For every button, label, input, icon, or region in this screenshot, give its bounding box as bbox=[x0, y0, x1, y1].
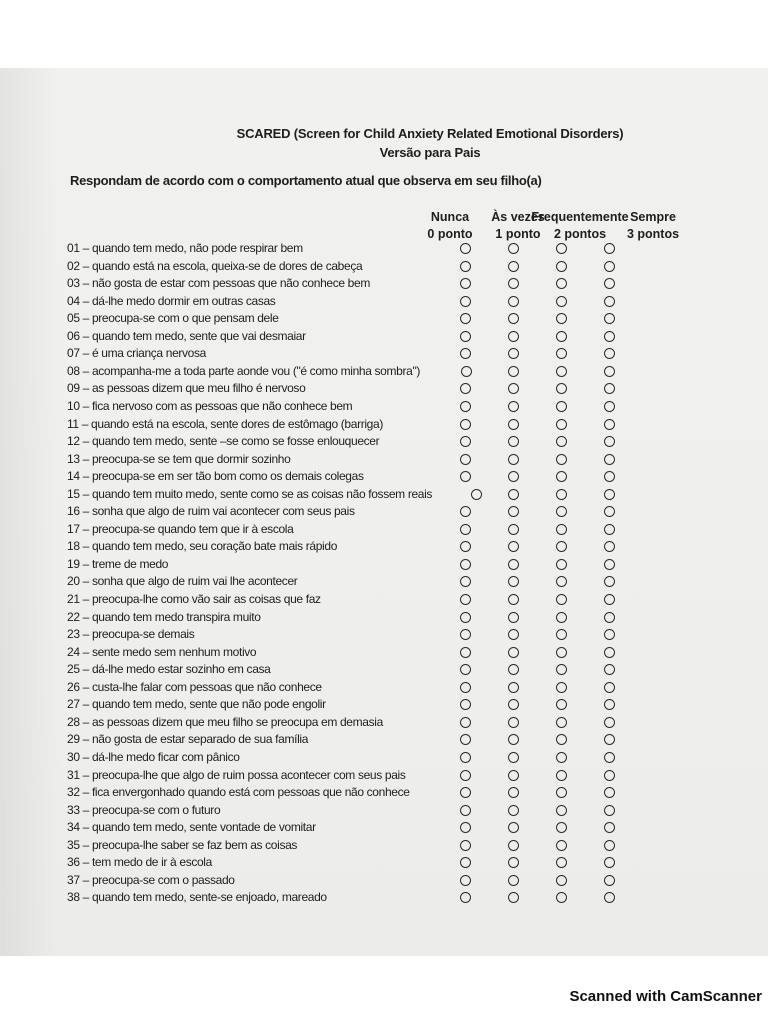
answer-option-1[interactable] bbox=[508, 805, 519, 816]
question-text: 11 – quando está na escola, sente dores de estômago (barriga) bbox=[67, 416, 383, 431]
answer-option-2[interactable] bbox=[556, 805, 567, 816]
answer-option-1[interactable] bbox=[508, 313, 519, 324]
question-row bbox=[0, 346, 768, 363]
column-label: Às vezes bbox=[491, 210, 545, 224]
answer-option-3[interactable] bbox=[604, 647, 615, 658]
question-text: 28 – as pessoas dizem que meu filho se preocupa em demasia bbox=[67, 714, 383, 729]
answer-option-1[interactable] bbox=[508, 524, 519, 535]
question-row bbox=[0, 381, 768, 398]
answer-option-2[interactable] bbox=[556, 594, 567, 605]
answer-option-0[interactable] bbox=[460, 629, 471, 640]
answer-option-1[interactable] bbox=[508, 419, 519, 430]
answer-option-2[interactable] bbox=[556, 278, 567, 289]
question-row bbox=[0, 276, 768, 293]
answer-option-2[interactable] bbox=[556, 489, 567, 500]
answer-option-2[interactable] bbox=[556, 471, 567, 482]
answer-option-3[interactable] bbox=[604, 401, 615, 412]
answer-option-0[interactable] bbox=[460, 506, 471, 517]
question-row bbox=[0, 838, 768, 855]
answer-option-0[interactable] bbox=[460, 752, 471, 763]
answer-option-0[interactable] bbox=[460, 647, 471, 658]
question-text: 29 – não gosta de estar separado de sua família bbox=[67, 732, 309, 747]
answer-option-0[interactable] bbox=[460, 857, 471, 868]
answer-option-2[interactable] bbox=[556, 296, 567, 307]
answer-option-1[interactable] bbox=[508, 752, 519, 763]
question-text: 14 – preocupa-se em ser tão bom como os demais colegas bbox=[67, 469, 364, 484]
question-text: 26 – custa-lhe falar com pessoas que não conhece bbox=[67, 679, 322, 694]
answer-option-3[interactable] bbox=[604, 752, 615, 763]
question-list bbox=[0, 68, 768, 956]
answer-option-1[interactable] bbox=[508, 717, 519, 728]
question-row bbox=[0, 627, 768, 644]
question-row bbox=[0, 311, 768, 328]
answer-option-0[interactable] bbox=[461, 366, 472, 377]
answer-option-0[interactable] bbox=[471, 489, 482, 500]
answer-option-1[interactable] bbox=[508, 243, 519, 254]
question-row bbox=[0, 329, 768, 346]
answer-option-0[interactable] bbox=[460, 559, 471, 570]
question-text: 24 – sente medo sem nenhum motivo bbox=[67, 644, 257, 659]
answer-option-0[interactable] bbox=[460, 261, 471, 272]
answer-option-2[interactable] bbox=[556, 243, 567, 254]
question-row bbox=[0, 732, 768, 749]
answer-option-0[interactable] bbox=[460, 471, 471, 482]
column-points: 1 ponto bbox=[495, 227, 541, 241]
question-row bbox=[0, 522, 768, 539]
answer-option-2[interactable] bbox=[556, 348, 567, 359]
form-instructions: Respondam de acordo com o comportamento atual que observa em seu filho(a) bbox=[70, 173, 542, 188]
answer-option-1[interactable] bbox=[508, 489, 519, 500]
answer-option-1[interactable] bbox=[508, 664, 519, 675]
answer-option-0[interactable] bbox=[460, 348, 471, 359]
answer-option-3[interactable] bbox=[604, 822, 615, 833]
question-text: 10 – fica nervoso com as pessoas que não conhece bem bbox=[67, 398, 353, 413]
answer-option-3[interactable] bbox=[604, 612, 615, 623]
answer-option-3[interactable] bbox=[604, 489, 615, 500]
answer-option-0[interactable] bbox=[460, 787, 471, 798]
question-text: 03 – não gosta de estar com pessoas que não conhece bem bbox=[67, 276, 370, 291]
answer-option-0[interactable] bbox=[460, 594, 471, 605]
question-row bbox=[0, 750, 768, 767]
answer-option-2[interactable] bbox=[556, 383, 567, 394]
answer-option-3[interactable] bbox=[604, 857, 615, 868]
answer-option-3[interactable] bbox=[604, 261, 615, 272]
answer-option-1[interactable] bbox=[508, 822, 519, 833]
column-label: Frequentemente bbox=[531, 210, 629, 224]
answer-option-1[interactable] bbox=[508, 699, 519, 710]
answer-option-2[interactable] bbox=[556, 717, 567, 728]
answer-option-2[interactable] bbox=[556, 734, 567, 745]
answer-option-3[interactable] bbox=[604, 576, 615, 587]
answer-option-1[interactable] bbox=[508, 892, 519, 903]
question-text: 18 – quando tem medo, seu coração bate mais rápido bbox=[67, 539, 338, 554]
answer-option-2[interactable] bbox=[556, 612, 567, 623]
answer-option-0[interactable] bbox=[460, 822, 471, 833]
answer-option-2[interactable] bbox=[556, 787, 567, 798]
question-row bbox=[0, 592, 768, 609]
question-row bbox=[0, 680, 768, 697]
answer-option-3[interactable] bbox=[604, 892, 615, 903]
question-text: 30 – dá-lhe medo ficar com pânico bbox=[67, 749, 240, 764]
question-text: 15 – quando tem muito medo, sente como se as coisas não fossem reais bbox=[67, 486, 433, 501]
answer-option-3[interactable] bbox=[604, 629, 615, 640]
answer-option-2[interactable] bbox=[556, 436, 567, 447]
answer-option-3[interactable] bbox=[604, 506, 615, 517]
answer-option-0[interactable] bbox=[460, 401, 471, 412]
answer-option-1[interactable] bbox=[508, 875, 519, 886]
answer-option-1[interactable] bbox=[508, 261, 519, 272]
column-points: 3 pontos bbox=[626, 227, 680, 241]
answer-option-3[interactable] bbox=[604, 419, 615, 430]
answer-option-0[interactable] bbox=[460, 331, 471, 342]
answer-option-2[interactable] bbox=[556, 682, 567, 693]
question-text: 16 – sonha que algo de ruim vai acontecer com seus pais bbox=[67, 504, 355, 519]
question-text: 31 – preocupa-lhe que algo de ruim possa acontecer com seus pais bbox=[67, 767, 406, 782]
question-text: 36 – tem medo de ir à escola bbox=[67, 855, 212, 870]
answer-option-2[interactable] bbox=[556, 840, 567, 851]
question-text: 02 – quando está na escola, queixa-se de dores de cabeça bbox=[67, 258, 363, 273]
answer-option-0[interactable] bbox=[460, 612, 471, 623]
answer-option-0[interactable] bbox=[460, 313, 471, 324]
question-text: 06 – quando tem medo, sente que vai desmaiar bbox=[67, 328, 306, 343]
answer-option-3[interactable] bbox=[604, 524, 615, 535]
answer-option-3[interactable] bbox=[604, 770, 615, 781]
question-row bbox=[0, 469, 768, 486]
question-text: 23 – preocupa-se demais bbox=[67, 627, 195, 642]
question-row bbox=[0, 557, 768, 574]
answer-option-2[interactable] bbox=[556, 857, 567, 868]
question-row bbox=[0, 610, 768, 627]
question-text: 34 – quando tem medo, sente vontade de vomitar bbox=[67, 820, 316, 835]
question-text: 08 – acompanha-me a toda parte aonde vou ("é como minha sombra") bbox=[67, 363, 420, 378]
answer-option-2[interactable] bbox=[556, 822, 567, 833]
question-row bbox=[0, 399, 768, 416]
answer-option-3[interactable] bbox=[604, 875, 615, 886]
column-points: 2 pontos bbox=[553, 227, 607, 241]
answer-option-0[interactable] bbox=[460, 576, 471, 587]
answer-option-1[interactable] bbox=[508, 278, 519, 289]
question-text: 22 – quando tem medo transpira muito bbox=[67, 609, 261, 624]
question-text: 09 – as pessoas dizem que meu filho é nervoso bbox=[67, 381, 306, 396]
question-row bbox=[0, 434, 768, 451]
answer-option-1[interactable] bbox=[508, 366, 519, 377]
answer-option-1[interactable] bbox=[508, 401, 519, 412]
question-row bbox=[0, 697, 768, 714]
answer-option-0[interactable] bbox=[460, 454, 471, 465]
answer-option-0[interactable] bbox=[460, 419, 471, 430]
answer-option-0[interactable] bbox=[460, 734, 471, 745]
answer-option-0[interactable] bbox=[460, 682, 471, 693]
answer-option-3[interactable] bbox=[604, 313, 615, 324]
answer-option-3[interactable] bbox=[604, 734, 615, 745]
answer-option-1[interactable] bbox=[508, 770, 519, 781]
answer-option-1[interactable] bbox=[508, 629, 519, 640]
question-row bbox=[0, 487, 768, 504]
question-row bbox=[0, 785, 768, 802]
answer-option-0[interactable] bbox=[460, 383, 471, 394]
answer-option-2[interactable] bbox=[556, 541, 567, 552]
answer-option-1[interactable] bbox=[508, 787, 519, 798]
answer-option-2[interactable] bbox=[556, 559, 567, 570]
answer-option-3[interactable] bbox=[604, 717, 615, 728]
question-row bbox=[0, 574, 768, 591]
scanned-paper bbox=[0, 68, 768, 956]
answer-option-2[interactable] bbox=[556, 664, 567, 675]
answer-option-1[interactable] bbox=[508, 383, 519, 394]
answer-option-3[interactable] bbox=[604, 366, 615, 377]
answer-option-3[interactable] bbox=[604, 348, 615, 359]
question-row bbox=[0, 662, 768, 679]
answer-option-2[interactable] bbox=[556, 401, 567, 412]
answer-option-0[interactable] bbox=[460, 892, 471, 903]
answer-option-0[interactable] bbox=[460, 805, 471, 816]
question-row bbox=[0, 855, 768, 872]
answer-option-3[interactable] bbox=[604, 699, 615, 710]
answer-option-2[interactable] bbox=[556, 366, 567, 377]
question-text: 12 – quando tem medo, sente –se como se fosse enlouquecer bbox=[67, 434, 380, 449]
answer-option-2[interactable] bbox=[556, 261, 567, 272]
answer-option-3[interactable] bbox=[604, 840, 615, 851]
answer-option-2[interactable] bbox=[556, 313, 567, 324]
question-row bbox=[0, 364, 768, 381]
question-text: 04 – dá-lhe medo dormir em outras casas bbox=[67, 293, 276, 308]
question-text: 17 – preocupa-se quando tem que ir à escola bbox=[67, 521, 294, 536]
question-row bbox=[0, 715, 768, 732]
answer-option-2[interactable] bbox=[556, 752, 567, 763]
column-points: 0 ponto bbox=[427, 227, 473, 241]
question-row bbox=[0, 768, 768, 785]
question-row bbox=[0, 645, 768, 662]
answer-option-3[interactable] bbox=[604, 805, 615, 816]
question-row bbox=[0, 452, 768, 469]
answer-option-3[interactable] bbox=[604, 541, 615, 552]
answer-option-1[interactable] bbox=[508, 471, 519, 482]
answer-option-3[interactable] bbox=[604, 243, 615, 254]
answer-option-3[interactable] bbox=[604, 594, 615, 605]
question-row bbox=[0, 539, 768, 556]
scan-top-margin bbox=[0, 0, 768, 68]
answer-option-1[interactable] bbox=[508, 576, 519, 587]
answer-option-0[interactable] bbox=[460, 243, 471, 254]
question-text: 20 – sonha que algo de ruim vai lhe acontecer bbox=[67, 574, 298, 589]
answer-option-3[interactable] bbox=[604, 436, 615, 447]
question-row bbox=[0, 820, 768, 837]
answer-option-3[interactable] bbox=[604, 383, 615, 394]
answer-option-1[interactable] bbox=[508, 682, 519, 693]
question-row bbox=[0, 803, 768, 820]
answer-option-3[interactable] bbox=[604, 278, 615, 289]
answer-option-2[interactable] bbox=[556, 699, 567, 710]
answer-option-0[interactable] bbox=[460, 278, 471, 289]
answer-option-0[interactable] bbox=[460, 664, 471, 675]
question-text: 33 – preocupa-se com o futuro bbox=[67, 802, 221, 817]
question-text: 27 – quando tem medo, sente que não pode engolir bbox=[67, 697, 326, 712]
answer-option-1[interactable] bbox=[508, 840, 519, 851]
answer-option-1[interactable] bbox=[508, 331, 519, 342]
answer-option-1[interactable] bbox=[508, 559, 519, 570]
answer-option-2[interactable] bbox=[556, 506, 567, 517]
question-row bbox=[0, 294, 768, 311]
answer-option-0[interactable] bbox=[460, 524, 471, 535]
answer-option-0[interactable] bbox=[460, 840, 471, 851]
question-row bbox=[0, 417, 768, 434]
answer-option-1[interactable] bbox=[508, 348, 519, 359]
answer-option-2[interactable] bbox=[556, 647, 567, 658]
question-text: 25 – dá-lhe medo estar sozinho em casa bbox=[67, 662, 271, 677]
form-subtitle: Versão para Pais bbox=[379, 145, 481, 160]
answer-option-2[interactable] bbox=[556, 524, 567, 535]
answer-option-2[interactable] bbox=[556, 892, 567, 903]
answer-option-2[interactable] bbox=[556, 770, 567, 781]
answer-option-1[interactable] bbox=[508, 612, 519, 623]
answer-option-2[interactable] bbox=[556, 331, 567, 342]
answer-option-3[interactable] bbox=[604, 787, 615, 798]
question-text: 19 – treme de medo bbox=[67, 556, 169, 571]
answer-option-0[interactable] bbox=[460, 699, 471, 710]
question-row bbox=[0, 504, 768, 521]
question-text: 05 – preocupa-se com o que pensam dele bbox=[67, 311, 279, 326]
form-title: SCARED (Screen for Child Anxiety Related Emotional Disorders) bbox=[236, 126, 624, 141]
answer-option-0[interactable] bbox=[460, 541, 471, 552]
answer-option-2[interactable] bbox=[556, 875, 567, 886]
question-row bbox=[0, 890, 768, 907]
question-row bbox=[0, 259, 768, 276]
answer-option-0[interactable] bbox=[460, 436, 471, 447]
column-label: Sempre bbox=[630, 210, 676, 224]
question-text: 01 – quando tem medo, não pode respirar bem bbox=[67, 241, 303, 255]
answer-option-0[interactable] bbox=[460, 875, 471, 886]
answer-option-1[interactable] bbox=[508, 454, 519, 465]
answer-option-3[interactable] bbox=[604, 559, 615, 570]
answer-option-2[interactable] bbox=[556, 419, 567, 430]
answer-option-0[interactable] bbox=[460, 296, 471, 307]
question-text: 38 – quando tem medo, sente-se enjoado, mareado bbox=[67, 890, 327, 905]
answer-option-2[interactable] bbox=[556, 576, 567, 587]
answer-option-3[interactable] bbox=[604, 331, 615, 342]
answer-option-1[interactable] bbox=[508, 734, 519, 745]
answer-option-3[interactable] bbox=[604, 296, 615, 307]
question-text: 35 – preocupa-lhe saber se faz bem as coisas bbox=[67, 837, 298, 852]
answer-option-1[interactable] bbox=[508, 857, 519, 868]
answer-option-0[interactable] bbox=[460, 770, 471, 781]
answer-option-3[interactable] bbox=[604, 664, 615, 675]
camscanner-watermark: Scanned with CamScanner bbox=[569, 988, 762, 1005]
answer-option-0[interactable] bbox=[460, 717, 471, 728]
answer-option-3[interactable] bbox=[604, 682, 615, 693]
answer-option-3[interactable] bbox=[604, 471, 615, 482]
answer-option-2[interactable] bbox=[556, 454, 567, 465]
question-text: 32 – fica envergonhado quando está com pessoas que não conhece bbox=[67, 785, 410, 800]
answer-option-1[interactable] bbox=[508, 594, 519, 605]
column-label: Nunca bbox=[430, 210, 470, 224]
answer-option-1[interactable] bbox=[508, 506, 519, 517]
answer-option-1[interactable] bbox=[508, 647, 519, 658]
question-text: 21 – preocupa-lhe como vão sair as coisas que faz bbox=[67, 592, 321, 606]
question-text: 07 – é uma criança nervosa bbox=[67, 346, 206, 361]
answer-option-1[interactable] bbox=[508, 296, 519, 307]
answer-option-1[interactable] bbox=[508, 541, 519, 552]
question-text: 13 – preocupa-se se tem que dormir sozinho bbox=[67, 451, 291, 466]
question-row bbox=[0, 241, 768, 258]
question-row bbox=[0, 873, 768, 890]
question-text: 37 – preocupa-se com o passado bbox=[67, 872, 235, 887]
answer-option-1[interactable] bbox=[508, 436, 519, 447]
answer-option-3[interactable] bbox=[604, 454, 615, 465]
answer-option-2[interactable] bbox=[556, 629, 567, 640]
